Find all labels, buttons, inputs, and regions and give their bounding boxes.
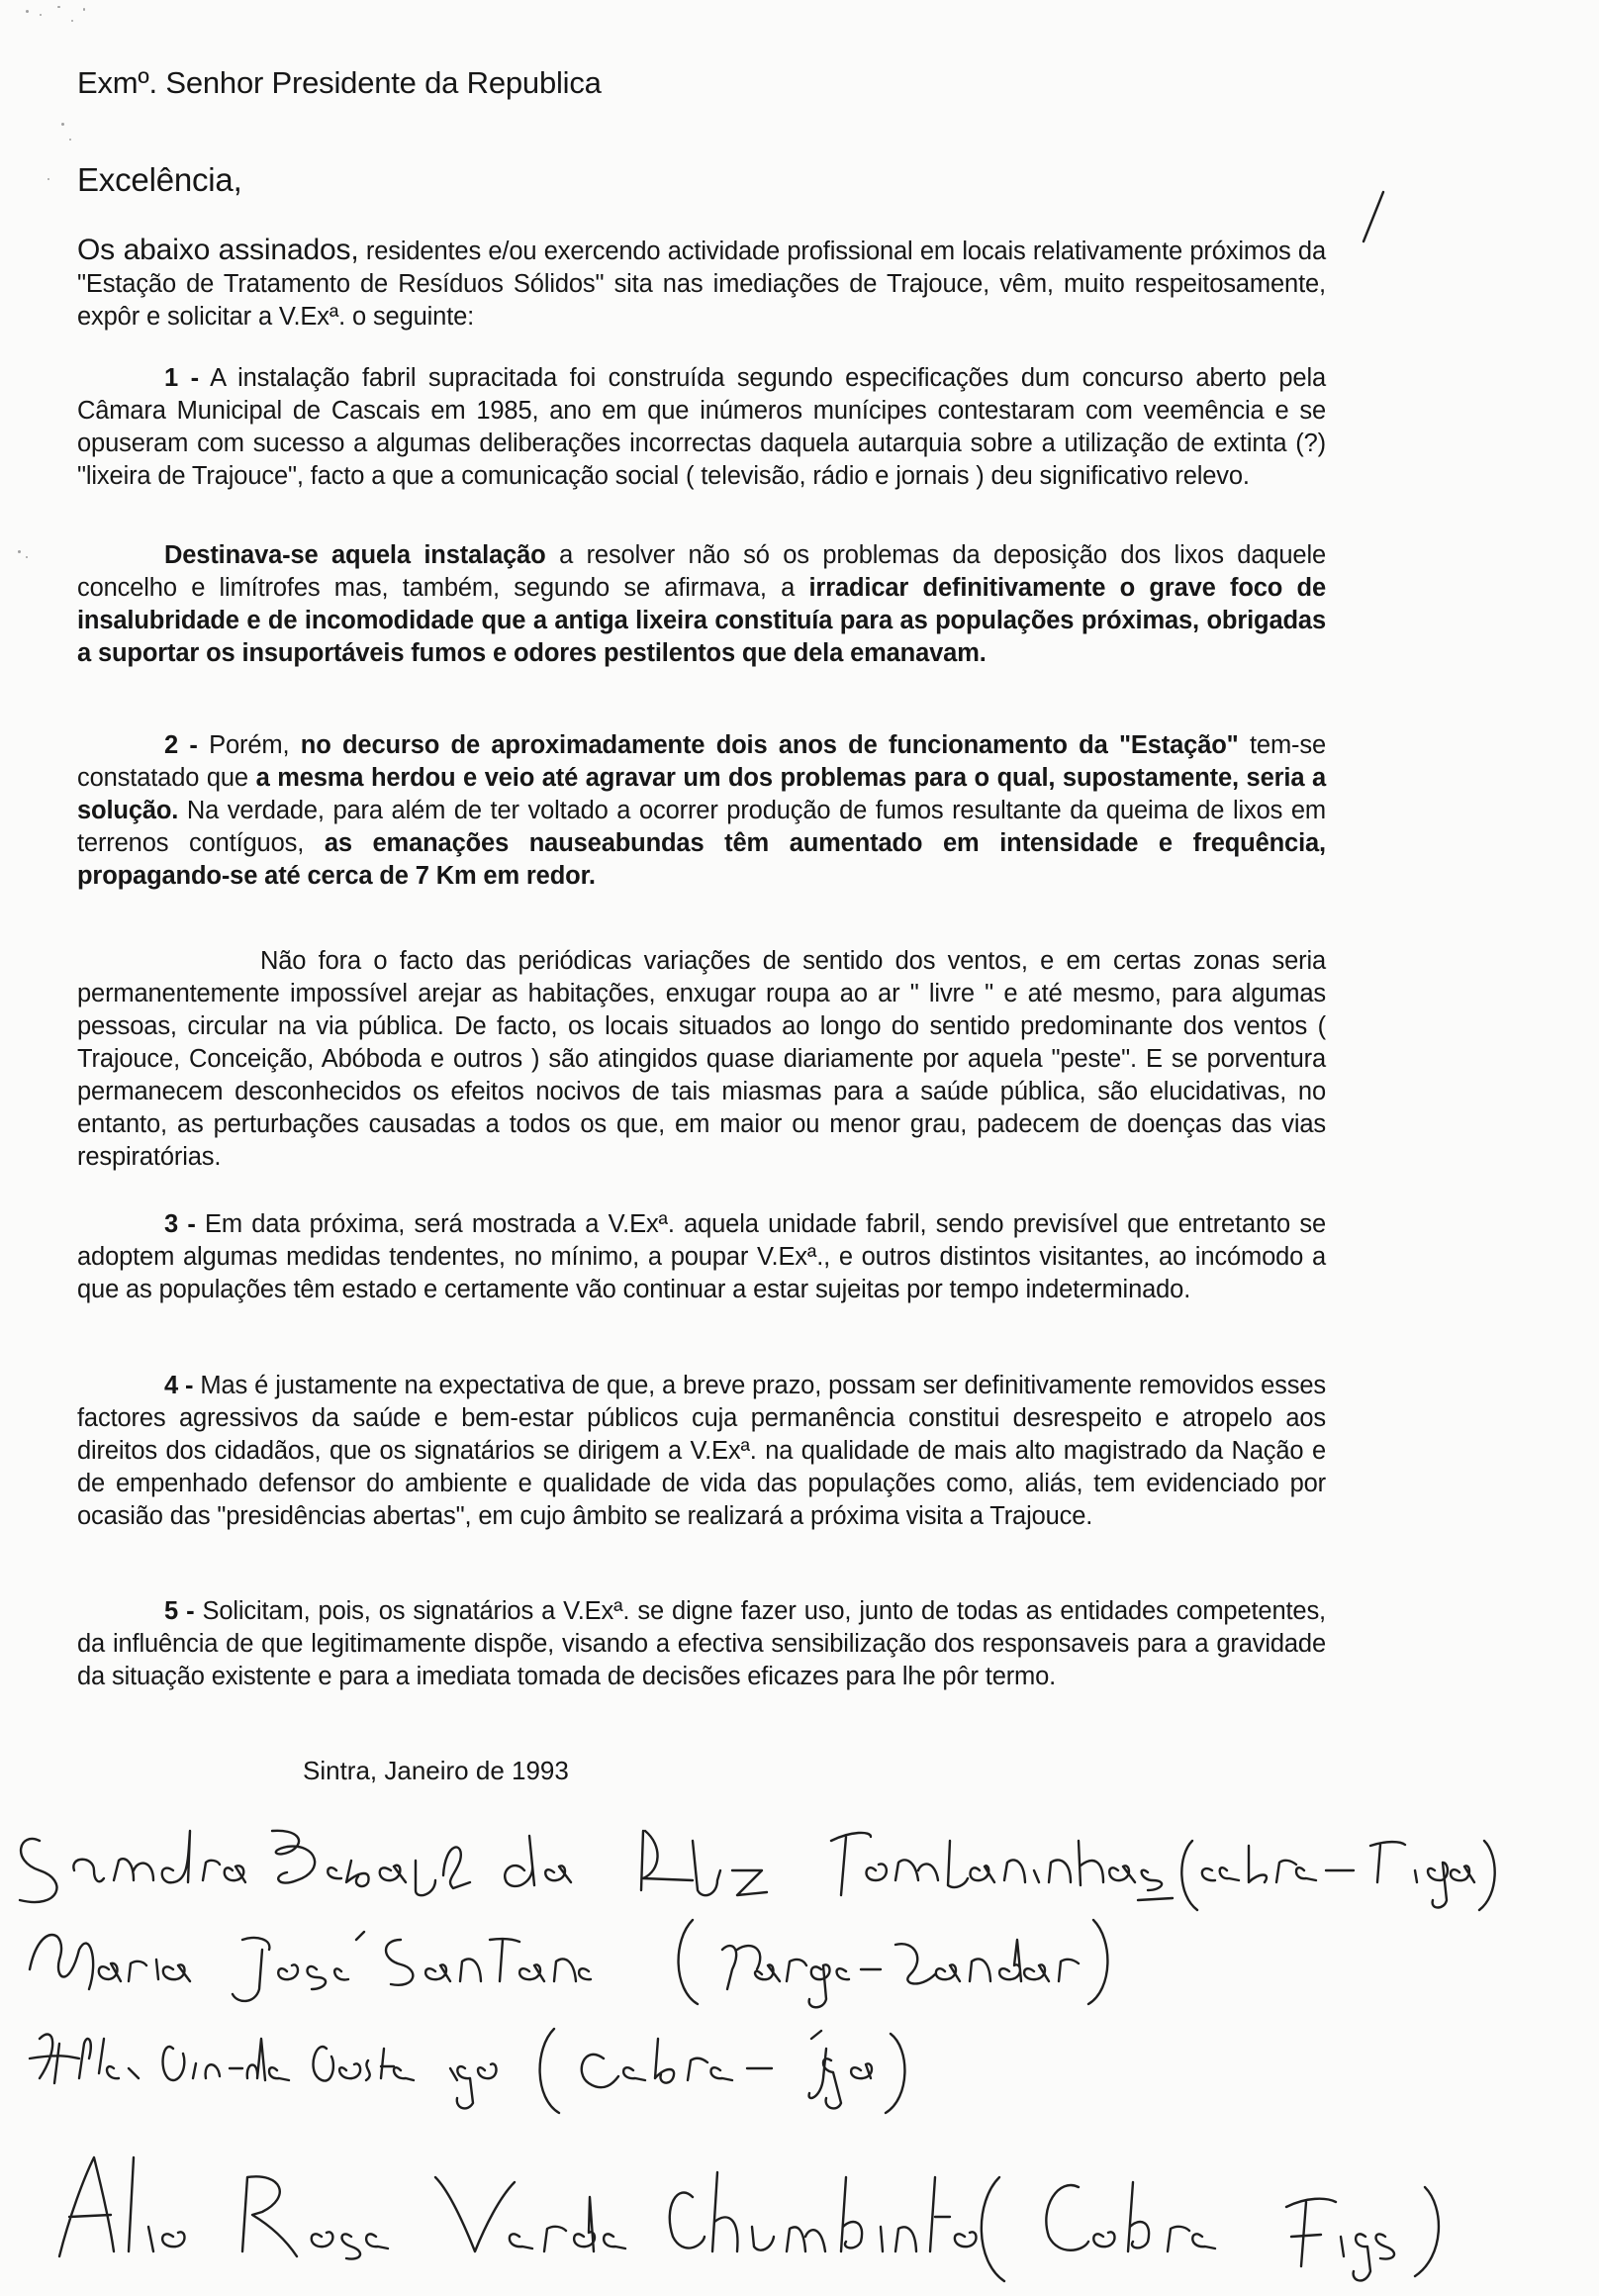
paragraph-text: Na verdade, para além de ter voltado a ocorrer produção de fumos resultante da queima de lixos em terrenos contíguos, [77,797,1326,857]
paragraph-number: 2 - [164,731,198,759]
signature-3 [30,2029,904,2113]
signature-1 [20,1831,1495,1910]
paragraph-number: 3 - [164,1210,196,1238]
paragraph-text: Mas é justamente na expectativa de que, a breve prazo, possam ser definitivamente removidos esses factores agressivos da saúde e bem-estar públicos cuja permanência constitui desrespeito e atropelo aos direitos dos cidadãos, que os signatários se dirigem a V.Exª. na qualidade de mais alto magistrado da Nação e de empenhado defensor do ambiente e qualidade de vida das populações como, aliás, tem evidenciado por ocasião das "presidências abertas", em cujo âmbito se realizará a próxima visita a Trajouce. [77,1372,1327,1530]
paragraph-1 [77,362,1326,493]
paragraph-5 [77,1595,1326,1693]
emphasis-text: irradicar definitivamente o grave foco de insalubridade e de incomodidade que a antiga lixeira constituía para as populações próximas, obrigadas a suportar os insuportáveis fumos e odores pestilentos que dela emanavam. [77,574,1326,667]
emphasis-text: a mesma herdou e veio até agravar um dos problemas para o qual, supostamente, seria a solução. [77,764,1326,824]
handwritten-signatures [0,1801,1599,2296]
paragraph-number: 5 - [164,1597,195,1625]
paragraph-text: Solicitam, pois, os signatários a V.Exª. se digne fazer uso, junto de todas as entidades competentes, da influência de que legitimamente dispõe, visando a efectiva sensibilização dos responsaveis para a gravidade da situação existente e para a imediata tomada de decisões eficazes para lhe pôr termo. [77,1597,1326,1690]
emphasis-text: as emanações nauseabundas têm aumentado em intensidade e frequência, propagando-se até cerca de 7 Km em redor. [77,829,1326,890]
paragraph-number: 1 - [164,364,199,392]
paragraph-text: a resolver não só os problemas da deposição dos lixos daquele concelho e limítrofes mas, também, segundo se afirmava, a [77,541,1326,602]
intro-text: residentes e/ou exercendo actividade profissional em locais relativamente próximos da "Estação de Tratamento de Resíduos Sólidos" sita nas imediações de Trajouce, vêm, muito respeitosamente, expôr e solicitar a V.Exª. o seguinte: [77,238,1326,331]
emphasis-text: Destinava-se aquela instalação [164,541,546,569]
paragraph-2-continuation [77,945,1326,1174]
intro-lead: Os abaixo assinados, [77,234,359,266]
place-and-date: Sintra, Janeiro de 1993 [303,1756,569,1785]
signature-4 [59,2157,1439,2281]
intro-paragraph [77,234,1326,334]
paragraph-text: A instalação fabril supracitada foi construída segundo especificações dum concurso aberto pela Câmara Municipal de Cascais em 1985, ano em que inúmeros munícipes contestaram com veemência e se opuseram com sucesso a algumas deliberações incorrectas daquela autarquia sobre a utilização de extinta (?) "lixeira de Trajouce", facto a que a comunicação social ( televisão, rádio e jornais ) deu significativo relevo. [77,364,1326,490]
paragraph-3 [77,1208,1326,1306]
paragraph-2 [77,729,1326,893]
paragraph-1-continuation [77,539,1326,670]
paragraph-4 [77,1370,1326,1533]
paragraph-text: Não fora o facto das periódicas variações de sentido dos ventos, e em certas zonas seria permanentemente impossível arejar as habitações, enxugar roupa ao ar " livre " e até mesmo, para algumas pessoas, circular na via pública. De facto, os locais situados ao longo do sentido predominante dos ventos ( Trajouce, Conceição, Abóboda e outros ) são atingidos quase diariamente por aquela "peste". E se porventura permanecem desconhecidos os efeitos nocivos de tais miasmas para a saúde pública, são elucidativas, no entanto, as perturbações causadas a todos os que, em maior ou menor grau, padecem de doenças das vias respiratórias. [77,947,1326,1171]
paragraph-text: Porém, [197,731,301,759]
paragraph-text: Em data próxima, será mostrada a V.Exª. aquela unidade fabril, sendo previsível que entretanto se adoptem algumas medidas tendentes, no mínimo, a poupar V.Exª., e outros distintos visitantes, ao incómodo a que as populações têm estado e certamente vão continuar a estar sujeitas por tempo indeterminado. [77,1210,1327,1303]
paragraph-text: tem-se constatado que [77,731,1327,792]
margin-slash-mark [1354,188,1393,247]
emphasis-text: no decurso de aproximadamente dois anos de funcionamento da "Estação" [300,731,1239,759]
addressee-line: Exmº. Senhor Presidente da Republica [77,65,602,100]
signature-2 [30,1920,1107,2007]
paragraph-number: 4 - [164,1372,194,1399]
greeting-line: Excelência, [77,161,242,198]
